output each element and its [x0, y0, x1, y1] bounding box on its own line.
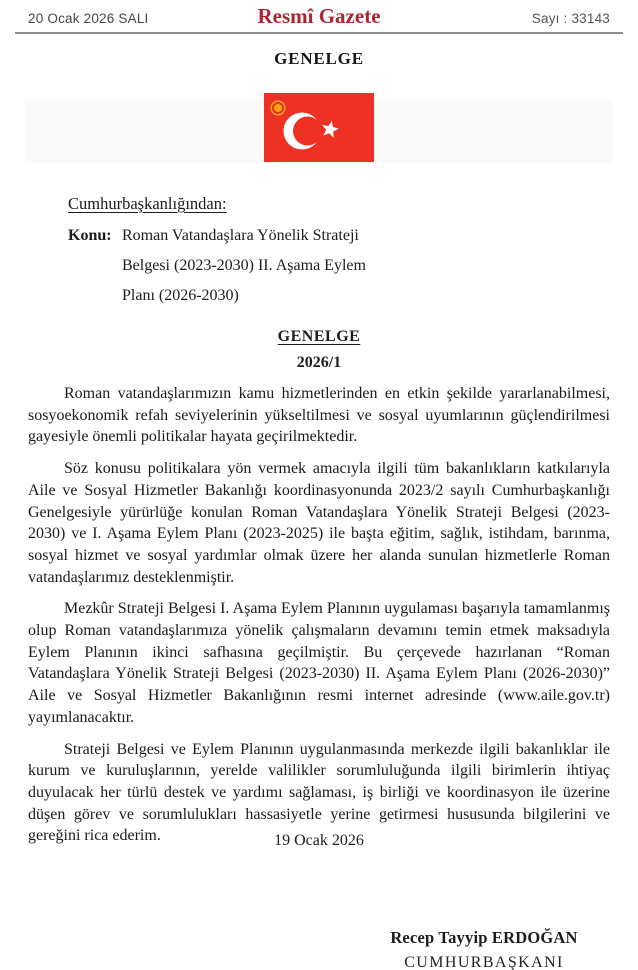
subject-text [122, 221, 366, 311]
subject-line-3: Planı (2026-2030) [122, 287, 239, 304]
subject-block [68, 221, 366, 311]
turkish-flag-icon [264, 93, 374, 162]
section-title: GENELGE [274, 49, 364, 68]
circular-heading: GENELGE [277, 328, 361, 345]
subject-line-2: Belgesi (2023-2030) II. Aşama Eylem [122, 257, 366, 274]
paragraph-4: Strateji Belgesi ve Eylem Planının uygulanmasında merkezde ilgili bakanlıklar ile kurum ve kuruluşlarının, yerelde valilikler sorumluluğunda ilgili birimlerin ihtiyaç duyulacak her türlü destek ve yardımı sağlaması, iş birliği ve koordinasyon ile üzerine düşen görev ve sorumlulukları hassasiyetle yerine getirmesi hususunda bilgilerini ve gereğini rica ederim. [28, 740, 610, 845]
body-text [28, 383, 610, 857]
signatory-name: Recep Tayyip ERDOĞAN [390, 928, 578, 947]
presidential-sun-icon [274, 104, 282, 112]
masthead-date: 20 Ocak 2026 SALI [28, 11, 149, 26]
crescent-cutout [293, 117, 322, 146]
document-date: 19 Ocak 2026 [274, 832, 364, 849]
subject-line-1: Roman Vatandaşlara Yönelik Strateji [122, 227, 359, 244]
issuer-line: Cumhurbaşkanlığından: [68, 194, 227, 213]
masthead-issue-number: Sayı : 33143 [531, 11, 610, 26]
paragraph-3: Mezkûr Strateji Belgesi I. Aşama Eylem Planının uygulaması başarıyla tamamlanmış olup Roman vatandaşlarımıza yönelik çalışmaların devamını temin etmek maksadıyla Eylem Planının ikinci safhasına geçilmiştir. Bu çerçevede hazırlanan “Roman Vatandaşlara Yönelik Strateji Belgesi (2023-2030) II. Aşama Eylem Planı (2026-2030)” Aile ve Sosyal Hizmetler Bakanlığının resmi internet adresinde (www.aile.gov.tr) yayımlanacaktır. [28, 600, 610, 726]
paragraph-1: Roman vatandaşlarımızın kamu hizmetlerinden en etkin şekilde yararlanabilmesi, sosyoekonomik refah seviyelerinin yükseltilmesi ve sosyal uyumlarının güçlendirilmesi gayesiyle önemli politikalar hayata geçirilmektedir. [28, 385, 610, 446]
paragraph-2: Söz konusu politikalara yön vermek amacıyla ilgili tüm bakanlıkların katkılarıyla Aile ve Sosyal Hizmetler Bakanlığı koordinasyonunda 2023/2 sayılı Cumhurbaşkanlığı Genelgesiyle yürürlüğe konulan Roman Vatandaşlara Yönelik Strateji Belgesi (2023-2030) ve I. Aşama Eylem Planı (2023-2025) ile başta eğitim, sağlık, istihdam, barınma, sosyal hizmet ve sosyal yardımlar olmak üzere her alanda sunulan hizmetlerle Roman vatandaşlarımız desteklenmiştir. [28, 460, 610, 586]
masthead-title: Resmî Gazete [257, 4, 381, 28]
subject-label: Konu: [68, 227, 112, 244]
signatory-title: CUMHURBAŞKANI [404, 954, 564, 970]
masthead-divider [15, 32, 623, 34]
signature-block [362, 928, 606, 970]
circular-number: 2026/1 [296, 354, 342, 371]
